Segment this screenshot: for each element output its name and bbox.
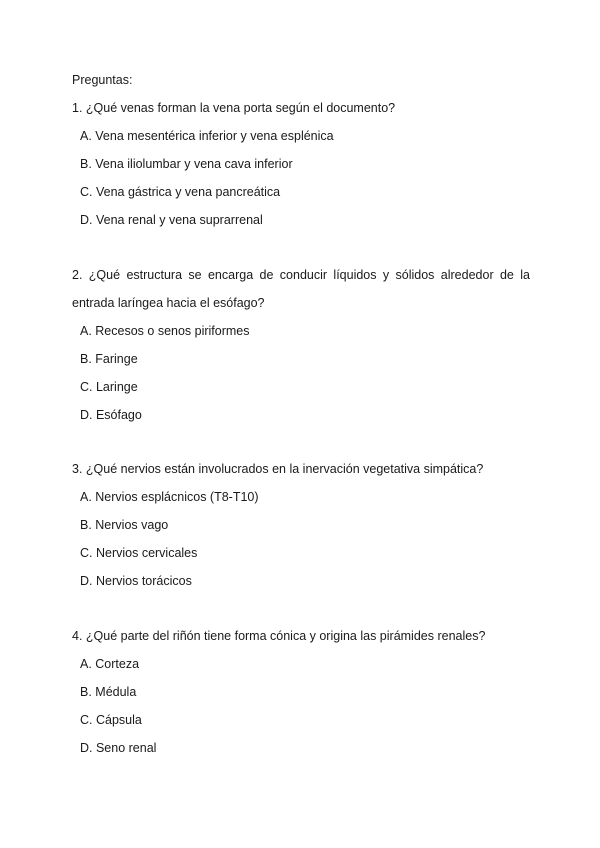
answer-option: B. Vena iliolumbar y vena cava inferior — [80, 157, 293, 171]
answer-option: D. Seno renal — [80, 741, 157, 755]
question-block — [72, 455, 530, 595]
answer-option: C. Laringe — [80, 380, 138, 394]
answer-option: A. Nervios esplácnicos (T8-T10) — [80, 490, 259, 504]
answer-option: B. Médula — [80, 685, 137, 699]
question-text: 1. ¿Qué venas forman la vena porta según el documento? — [72, 101, 396, 115]
answer-option: B. Faringe — [80, 352, 138, 366]
answer-option: A. Corteza — [80, 657, 140, 671]
answer-option: D. Esófago — [80, 408, 142, 422]
question-text: 4. ¿Qué parte del riñón tiene forma cónica y origina las pirámides renales? — [72, 629, 486, 643]
question-text: 3. ¿Qué nervios están involucrados en la inervación vegetativa simpática? — [72, 462, 484, 476]
answer-option: A. Vena mesentérica inferior y vena esplénica — [80, 129, 334, 143]
answer-option: C. Vena gástrica y vena pancreática — [80, 185, 281, 199]
answer-option: C. Nervios cervicales — [80, 546, 198, 560]
answer-option: D. Vena renal y vena suprarrenal — [80, 213, 263, 227]
answer-option: C. Cápsula — [80, 713, 142, 727]
question-block — [72, 261, 530, 429]
answer-option: D. Nervios torácicos — [80, 574, 192, 588]
question-block — [72, 94, 530, 234]
answer-option: B. Nervios vago — [80, 518, 169, 532]
question-block — [72, 622, 530, 762]
question-text: 2. ¿Qué estructura se encarga de conducir líquidos y sólidos alrededor de la entrada laríngea hacia el esófago? — [72, 268, 530, 310]
answer-option: A. Recesos o senos piriformes — [80, 324, 250, 338]
page-heading: Preguntas: — [72, 73, 133, 87]
